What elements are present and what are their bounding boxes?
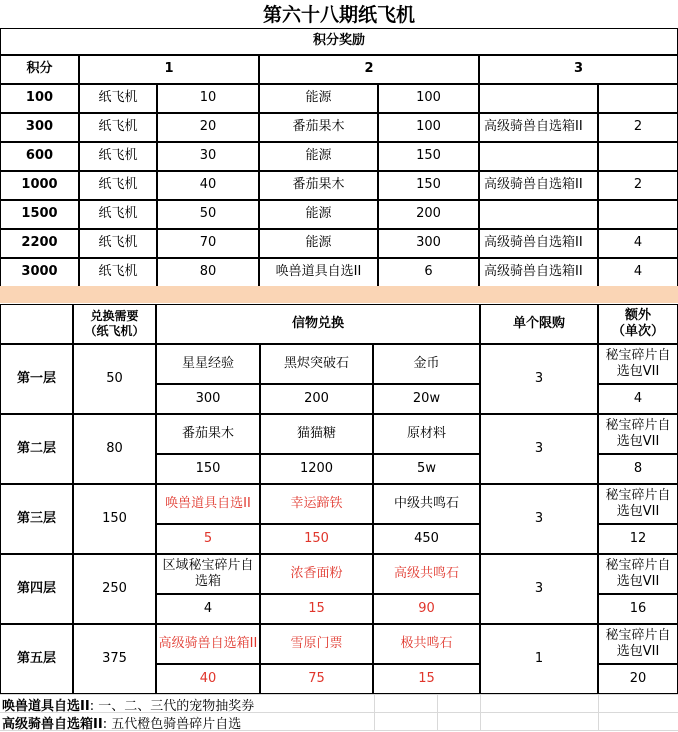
reward-cell-i2: 能源 (259, 84, 378, 113)
cost-header-line1: 兑换需要 (90, 309, 139, 323)
footnote (2, 713, 241, 732)
reward-cell-points: 3000 (0, 258, 79, 287)
exchange-item-qty: 150 (156, 454, 260, 484)
exchange-item-qty: 20w (373, 384, 480, 414)
reward-cell-i3 (479, 200, 598, 229)
tier-limit: 3 (480, 554, 598, 624)
col-items-header: 信物兑换 (156, 304, 480, 344)
col-group-3-header: 3 (479, 55, 678, 84)
reward-cell-i2: 唤兽道具自选II (259, 258, 378, 287)
exchange-item-name: 幸运蹄铁 (260, 484, 373, 524)
exchange-item-name: 高级骑兽自选箱II (156, 624, 260, 664)
reward-cell-i3: 高级骑兽自选箱II (479, 171, 598, 200)
exchange-item-name: 番茄果木 (156, 414, 260, 454)
footnote-text: 一、二、三代的宠物抽奖券 (98, 699, 255, 714)
extra-item-name: 秘宝碎片自选包VII (598, 484, 678, 524)
extra-header-line1: 额外 (624, 307, 651, 323)
reward-cell-points: 1000 (0, 171, 79, 200)
col-points-header: 积分 (0, 55, 79, 84)
exchange-item-name: 雪原门票 (260, 624, 373, 664)
exchange-item-qty: 40 (156, 664, 260, 694)
reward-cell-q1: 40 (157, 171, 259, 200)
reward-cell-points: 300 (0, 113, 79, 142)
reward-cell-q2: 150 (378, 142, 479, 171)
reward-cell-q3: 4 (598, 229, 678, 258)
gridline (374, 694, 375, 731)
exchange-item-name: 极共鸣石 (373, 624, 480, 664)
tier-cost: 80 (73, 414, 156, 484)
reward-cell-i1: 纸飞机 (79, 84, 157, 113)
extra-item-name: 秘宝碎片自选包VII (598, 344, 678, 384)
reward-cell-i3 (479, 142, 598, 171)
tier-limit: 3 (480, 344, 598, 414)
reward-cell-q2: 100 (378, 84, 479, 113)
footnote-text: 五代橙色骑兽碎片自选 (111, 717, 242, 732)
reward-cell-i2: 能源 (259, 229, 378, 258)
exchange-item-qty: 200 (260, 384, 373, 414)
reward-cell-i2: 番茄果木 (259, 113, 378, 142)
reward-cell-q3: 2 (598, 171, 678, 200)
reward-cell-points: 1500 (0, 200, 79, 229)
exchange-item-name: 高级共鸣石 (373, 554, 480, 594)
extra-item-name: 秘宝碎片自选包VII (598, 414, 678, 454)
exchange-item-qty: 450 (373, 524, 480, 554)
reward-cell-q3 (598, 142, 678, 171)
gridline (598, 694, 599, 731)
col-group-2-header: 2 (259, 55, 479, 84)
reward-cell-i3: 高级骑兽自选箱II (479, 229, 598, 258)
exchange-item-qty: 5 (156, 524, 260, 554)
col-extra-header (598, 304, 678, 344)
exchange-item-qty: 5w (373, 454, 480, 484)
reward-cell-q2: 150 (378, 171, 479, 200)
tier-label: 第一层 (0, 344, 73, 414)
reward-cell-i3 (479, 84, 598, 113)
exchange-item-name: 黑烬突破石 (260, 344, 373, 384)
reward-cell-i1: 纸飞机 (79, 200, 157, 229)
reward-cell-q1: 50 (157, 200, 259, 229)
col-group-1-header: 1 (79, 55, 259, 84)
extra-item-qty: 8 (598, 454, 678, 484)
reward-cell-q1: 10 (157, 84, 259, 113)
reward-cell-i3: 高级骑兽自选箱II (479, 258, 598, 287)
footnote (2, 695, 254, 714)
tier-cost: 150 (73, 484, 156, 554)
reward-cell-i2: 番茄果木 (259, 171, 378, 200)
page-title: 第六十八期纸飞机 (262, 4, 415, 27)
col-tier-header (0, 304, 73, 344)
reward-cell-q1: 70 (157, 229, 259, 258)
reward-cell-points: 600 (0, 142, 79, 171)
extra-item-qty: 4 (598, 384, 678, 414)
footnote-term: 唤兽道具自选II (2, 699, 90, 714)
cost-header-line2: （纸飞机） (84, 324, 145, 338)
footnote-term: 高级骑兽自选箱II (2, 717, 103, 732)
reward-cell-i3: 高级骑兽自选箱II (479, 113, 598, 142)
reward-cell-q2: 6 (378, 258, 479, 287)
reward-cell-i1: 纸飞机 (79, 171, 157, 200)
gridline (437, 694, 438, 731)
exchange-item-qty: 300 (156, 384, 260, 414)
reward-cell-q2: 100 (378, 113, 479, 142)
tier-limit: 3 (480, 414, 598, 484)
reward-cell-points: 2200 (0, 229, 79, 258)
extra-item-name: 秘宝碎片自选包VII (598, 554, 678, 594)
tier-cost: 50 (73, 344, 156, 414)
exchange-item-name: 唤兽道具自选II (156, 484, 260, 524)
extra-item-qty: 12 (598, 524, 678, 554)
extra-header-line2: （单次） (611, 324, 664, 339)
reward-cell-i1: 纸飞机 (79, 229, 157, 258)
reward-cell-q3 (598, 200, 678, 229)
rewards-heading: 积分奖励 (0, 28, 678, 55)
tier-label: 第三层 (0, 484, 73, 554)
tier-cost: 250 (73, 554, 156, 624)
col-cost-header (73, 304, 156, 344)
exchange-item-name: 猫猫糖 (260, 414, 373, 454)
exchange-item-name: 原材料 (373, 414, 480, 454)
reward-cell-q1: 80 (157, 258, 259, 287)
exchange-item-qty: 4 (156, 594, 260, 624)
exchange-item-qty: 150 (260, 524, 373, 554)
reward-cell-q1: 20 (157, 113, 259, 142)
exchange-item-name: 区域秘宝碎片自选箱 (156, 554, 260, 594)
exchange-item-name: 浓香面粉 (260, 554, 373, 594)
tier-label: 第二层 (0, 414, 73, 484)
gridline (480, 694, 481, 731)
reward-cell-i2: 能源 (259, 142, 378, 171)
exchange-item-qty: 75 (260, 664, 373, 694)
exchange-item-name: 中级共鸣石 (373, 484, 480, 524)
extra-item-qty: 20 (598, 664, 678, 694)
tier-label: 第四层 (0, 554, 73, 624)
exchange-item-qty: 15 (260, 594, 373, 624)
exchange-item-qty: 90 (373, 594, 480, 624)
exchange-item-name: 金币 (373, 344, 480, 384)
reward-cell-q2: 300 (378, 229, 479, 258)
exchange-item-name: 星星经验 (156, 344, 260, 384)
tier-limit: 1 (480, 624, 598, 694)
reward-cell-q2: 200 (378, 200, 479, 229)
exchange-item-qty: 1200 (260, 454, 373, 484)
reward-cell-i1: 纸飞机 (79, 113, 157, 142)
tier-cost: 375 (73, 624, 156, 694)
reward-cell-q1: 30 (157, 142, 259, 171)
footnote-colon: : (102, 717, 112, 732)
footnote-colon: : (89, 699, 99, 714)
extra-item-qty: 16 (598, 594, 678, 624)
extra-item-name: 秘宝碎片自选包VII (598, 624, 678, 664)
reward-cell-q3: 4 (598, 258, 678, 287)
reward-cell-q3: 2 (598, 113, 678, 142)
col-limit-header: 单个限购 (480, 304, 598, 344)
tier-label: 第五层 (0, 624, 73, 694)
tier-limit: 3 (480, 484, 598, 554)
reward-cell-i2: 能源 (259, 200, 378, 229)
reward-cell-i1: 纸飞机 (79, 142, 157, 171)
reward-cell-points: 100 (0, 84, 79, 113)
reward-cell-i1: 纸飞机 (79, 258, 157, 287)
exchange-item-qty: 15 (373, 664, 480, 694)
reward-cell-q3 (598, 84, 678, 113)
section-separator (0, 286, 678, 303)
